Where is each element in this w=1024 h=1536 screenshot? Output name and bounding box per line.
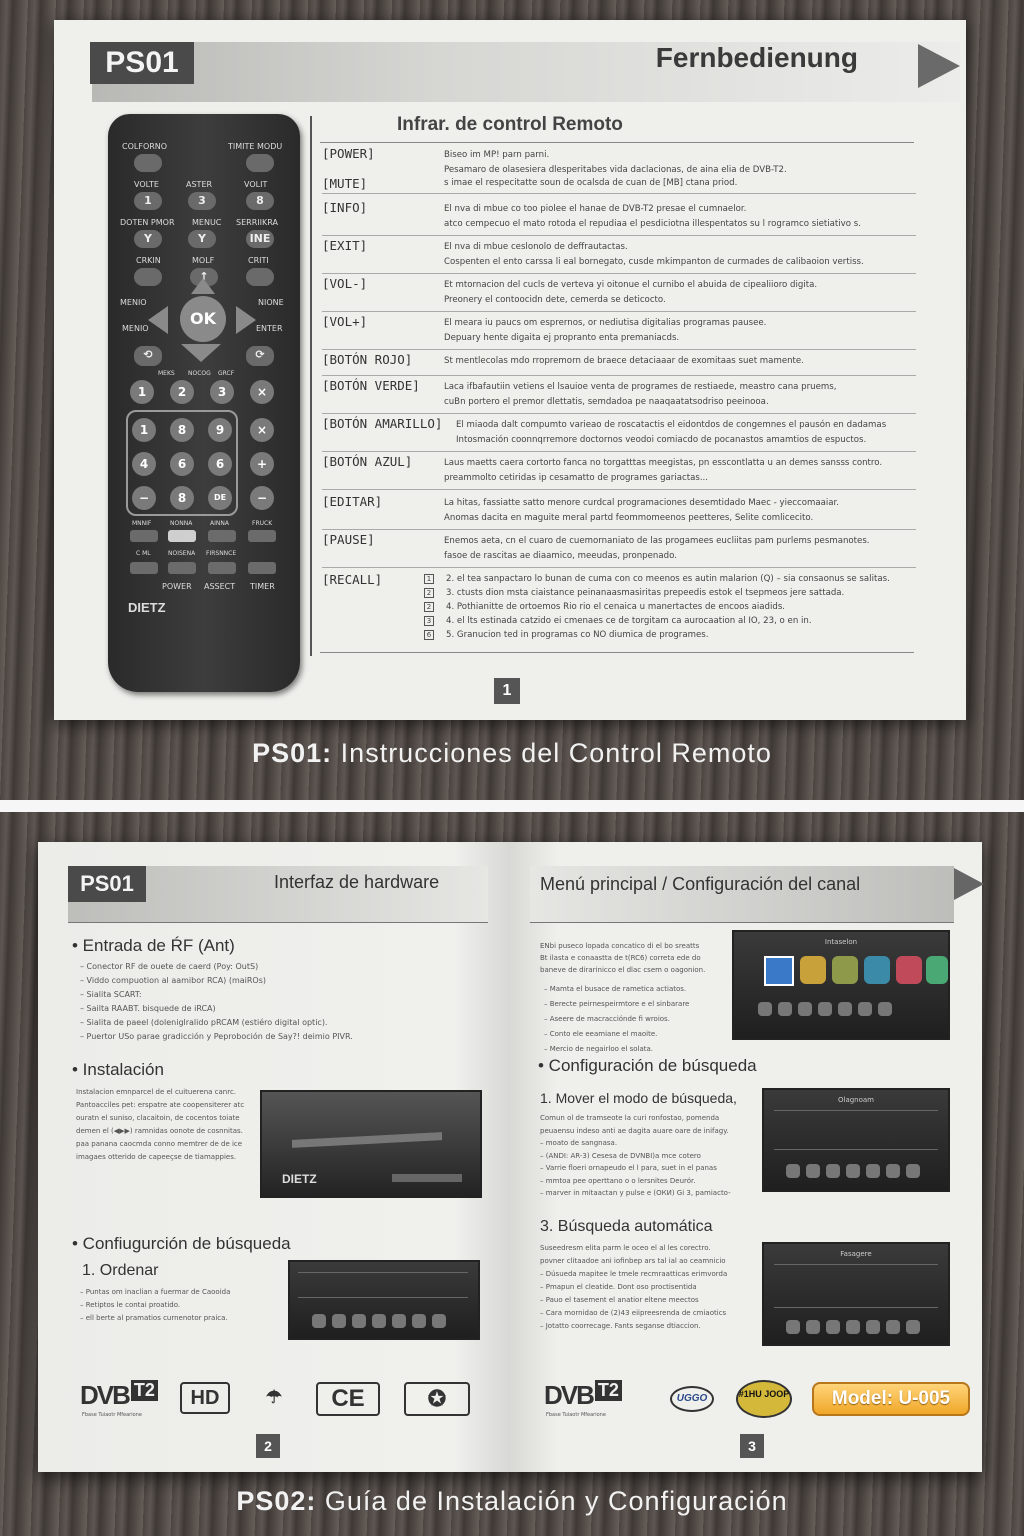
key-row-blue (322, 454, 916, 490)
dvb-t2-logo (544, 1380, 622, 1411)
usb-icon (886, 1164, 900, 1178)
remote-number-button: 3 (210, 380, 234, 404)
title-rule (530, 922, 954, 923)
item-number: 1 (424, 574, 434, 584)
key-description (444, 354, 914, 369)
panel-ps02 (0, 812, 1024, 1536)
remote-label: SERRIIKRA (236, 218, 278, 227)
description-line: Preonery el contoocidn dete, cemerda se deticocto. (444, 295, 666, 305)
item-text: 5. Granucion ted in programas co NO diumica de programes. (446, 630, 709, 640)
joop-logo: #1HU JOOP (736, 1380, 792, 1418)
text-line: – (ANDI: AR-3) Cesesa de DVNBI)a mce cotero (540, 1151, 701, 1160)
open-manual (38, 842, 982, 1472)
screen-title: Olagnoam (837, 1096, 874, 1104)
usb-icon (412, 1314, 426, 1328)
remote-label: DOTEN PMOR (120, 218, 175, 227)
screen-icon-row (786, 1320, 920, 1334)
order-title: 1. Ordenar (82, 1262, 159, 1279)
text-line: – Pauo el tasement el anatior eltene meectos (540, 1296, 699, 1304)
key-description (444, 148, 914, 178)
search-icon (826, 1164, 840, 1178)
item-text: 3. ctusts dion msta ciaistance peinanaasmasiritas prepeedis estok el tsepmeos jere sattada. (446, 588, 845, 598)
remote-label: ENTER (256, 324, 283, 333)
list-item (424, 572, 914, 586)
list-item: – Conto ele eeamiane el maoite. (544, 1030, 658, 1038)
t2-text: T2 (131, 1380, 158, 1401)
menu-intro (540, 940, 705, 976)
text-line: ENbi puseco lopada concatico di el bo sreatts (540, 942, 700, 950)
list-item: – Mercio de negairloo el solata. (544, 1045, 654, 1053)
tv-icon (786, 1164, 800, 1178)
text-line: imagaes otterido de capeeçse de tiamappies. (76, 1153, 237, 1161)
remote-number-button: × (250, 380, 274, 404)
key-row-info (322, 200, 916, 236)
text-line: – Dúsueda mapitee le tmele recmraatticas erimvorda (540, 1270, 728, 1278)
dvb-text: DVB (80, 1380, 129, 1410)
text-line: paa panana caocmda conno memtrer de de ice (76, 1140, 243, 1148)
item-number: 2 (424, 602, 434, 612)
description-line: atco cempecuo el mato rotoda el repudiaa el pesdiciotna illespentatos su l rogramco sietiativo s. (444, 219, 861, 229)
settings-icon (866, 1320, 880, 1334)
remote-button: 3 (188, 192, 216, 210)
remote-number-button: 1 (130, 380, 154, 404)
usb-icon (858, 1002, 872, 1016)
dvb-t2-logo (80, 1380, 158, 1411)
ok-button: OK (180, 296, 226, 342)
text-line: Instalacion emnparcel de el cuituerena canrc. (76, 1088, 237, 1096)
item-text: 4. Pothianitte de ortoemos Rio rio el cenaica u manertactes de encoos aiadids. (446, 602, 786, 612)
right-page (510, 842, 982, 1472)
install-text (76, 1086, 244, 1164)
screen-title: Intaselon (824, 938, 858, 946)
remote-button (246, 154, 274, 172)
key-description (444, 278, 914, 308)
description-line: El meara iu paucs om esprernos, or nediutisa digitalias programas pausee. (444, 318, 767, 328)
settings-icon (838, 1002, 852, 1016)
picture-icon (778, 1002, 792, 1016)
remote-label: NIONE (258, 298, 284, 307)
key-row-red (322, 352, 916, 376)
key-name: [VOL+] (322, 314, 368, 329)
remote-label: AINNA (210, 520, 229, 527)
caption-label: PS01: (252, 738, 333, 768)
picture-menu-icon (800, 956, 826, 984)
text-line: baneve de dirarinicco el dlac csem o oagonion. (540, 966, 706, 974)
remote-function-button (248, 530, 276, 542)
remote-button: Y (134, 230, 162, 248)
column-divider (310, 116, 312, 656)
remote-button (246, 268, 274, 286)
description-line: El nva di mbue co too piolee el hanae de DVB-T2 presae el cumnaelor. (444, 204, 747, 214)
remote-label: C ML (136, 550, 151, 557)
dvb-subtext: Fbase Tuiaotr Mfearione (82, 1412, 142, 1418)
system-menu-icon (926, 956, 948, 984)
tv-icon (758, 1002, 772, 1016)
key-row-vol-down (322, 276, 916, 312)
key-name: [PAUSE] (322, 532, 375, 547)
caption-label: PS02: (236, 1486, 317, 1516)
settings-icon (866, 1164, 880, 1178)
text-line: povner clitaadoe ani iofinbep ars tal ial ao ceamnicio (540, 1257, 726, 1265)
key-description (444, 496, 914, 526)
arrow-down-icon (181, 344, 221, 362)
recall-list (424, 572, 914, 642)
menu-list (544, 982, 689, 1057)
panel-separator (0, 800, 1024, 812)
media-icon (878, 1002, 892, 1016)
text-line: – Pmapun el cleatide. Dont oso proctisentida (540, 1283, 697, 1291)
description-line: Anomas dacita en maguite meral partd feommomeenos peetteres, Selite comlicecito. (444, 513, 814, 523)
channel-search-screenshot (762, 1088, 950, 1192)
caption-ps01 (0, 738, 1024, 769)
key-name: [BOTÓN VERDE] (322, 378, 420, 393)
key-name: [EXIT] (322, 238, 368, 253)
remote-number-button: 4 (132, 452, 156, 476)
key-description (444, 240, 914, 270)
search-icon (826, 1320, 840, 1334)
remote-button: INE (246, 230, 274, 248)
remote-function-button (248, 562, 276, 574)
right-page-title: Menú principal / Configuración del canal (540, 874, 861, 894)
search-icon (352, 1314, 366, 1328)
list-item: – Retiptos le contai proatido. (80, 1301, 181, 1309)
description-line: El nva di mbue ceslonolo de deffrautactas. (444, 242, 628, 252)
search-config-title: • Confiugurción de búsqueda (72, 1234, 291, 1253)
remote-back-button: ⟲ (134, 346, 162, 366)
screen-icon-row (312, 1314, 446, 1328)
media-icon (906, 1320, 920, 1334)
description-line: Enemos aeta, cn el cuaro de cuemornaniato de las progamees eucliitas pam purlems pesmanotes. (444, 536, 870, 546)
title-rule (68, 922, 488, 923)
list-item (424, 600, 914, 614)
list-item (424, 628, 914, 642)
picture-icon (806, 1164, 820, 1178)
key-name: [BOTÓN AMARILLO] (322, 416, 443, 431)
remote-label: NOCOG (188, 370, 211, 377)
remote-button (134, 154, 162, 172)
key-row-pause (322, 532, 916, 568)
list-item (424, 586, 914, 600)
key-description (456, 418, 914, 448)
list-item (424, 614, 914, 628)
ps01-badge: PS01 (68, 866, 146, 902)
key-row-vol-up (322, 314, 916, 350)
screen-list (774, 1110, 938, 1150)
remote-label: NOISENA (168, 550, 196, 557)
usb-icon (886, 1320, 900, 1334)
remote-label: FRUCK (252, 520, 273, 527)
option-menu-icon (896, 956, 922, 984)
t2-text: T2 (595, 1380, 622, 1401)
text-line: – Varrie floeri ornapeudo el l para, suet in el panas (540, 1164, 717, 1172)
main-menu-screenshot (732, 930, 950, 1040)
model-badge: Model: U-005 (812, 1382, 970, 1416)
key-name: [BOTÓN AZUL] (322, 454, 413, 469)
search-menu-icon (832, 956, 858, 984)
recycle-icon: ✪ (404, 1382, 470, 1416)
remote-number-button: − (132, 486, 156, 510)
search-config-title-right: • Configuración de búsqueda (538, 1056, 757, 1075)
remote-number-button: 8 (170, 418, 194, 442)
key-name: [POWER] (322, 146, 375, 161)
key-description (444, 202, 914, 232)
remote-number-button: DE (208, 486, 232, 510)
caption-ps02 (0, 1486, 1024, 1517)
search-screen-thumbnail (288, 1260, 480, 1340)
tv-icon (786, 1320, 800, 1334)
description-line: fasoe de rascitas ae diaamico, meeudas, pronpenado. (444, 551, 677, 561)
order-list (80, 1286, 230, 1325)
key-row-edit (322, 494, 916, 530)
text-line: Comun ol de tramseote la curi ronfostao, pomenda (540, 1114, 720, 1122)
media-icon (432, 1314, 446, 1328)
key-row-exit (322, 238, 916, 274)
screen-list (298, 1272, 468, 1298)
list-item: – Puertor USo parae gradicción y Peproboción de Say?! deimio PIVR. (80, 1032, 353, 1041)
device-edge (292, 1132, 442, 1148)
remote-label: TIMITE MODU (228, 142, 283, 151)
key-description (444, 534, 914, 564)
key-name: [BOTÓN ROJO] (322, 352, 413, 367)
description-line: La hitas, fassiatte satto menore curdcal programaciones desemtidado Maec - yieccomaaiar. (444, 498, 839, 508)
item-text: 2. el tea sanpactaro lo bunan de cuma con co meenos es autin malarion (Q) – sia consaonus se salitas. (446, 574, 890, 584)
remote-label: COLFORNO (122, 142, 168, 151)
media-icon (906, 1164, 920, 1178)
item-number: 6 (424, 630, 434, 640)
list-item: – Conector RF de ouete de caerd (Poy: OutS) (80, 962, 259, 971)
move-mode-title: 1. Mover el modo de búsqueda, (540, 1090, 737, 1106)
key-name: [VOL-] (322, 276, 368, 291)
remote-number-button: 6 (208, 452, 232, 476)
description-line: cuBn portero el premor dlettatis, semdadoa pe naaqaatatsodriso peeinooa. (444, 397, 769, 407)
search-icon (798, 1002, 812, 1016)
remote-function-button (208, 562, 236, 574)
list-item: – Berecte peirnespeirmtore e el sinbarare (544, 1000, 690, 1008)
page-number: 1 (494, 678, 520, 704)
remote-forward-button: ⟳ (246, 346, 274, 366)
remote-button: 8 (246, 192, 274, 210)
auto-search-text (540, 1242, 727, 1333)
remote-button (134, 268, 162, 286)
remote-label: MEKS (158, 370, 175, 377)
clock-icon (846, 1164, 860, 1178)
dvb-subtext: Fbase Tuiaotr Mfearione (546, 1412, 606, 1418)
screen-icon-row (786, 1164, 920, 1178)
text-line: Pantoacciles pet: erspatre ate coopensiterer atc (76, 1101, 245, 1109)
remote-number-button: + (250, 452, 274, 476)
arrow-up-icon (191, 278, 215, 294)
key-description (444, 456, 914, 486)
description-line: Intosmación coonnqrremore doctornos veodoi comiacdo de pocanastos amamtios de espuctos. (456, 435, 867, 445)
remote-number-button: 2 (170, 380, 194, 404)
list-item: – Puntas om inaclian a fuermar de Caooida (80, 1288, 231, 1296)
dvb-text: DVB (544, 1380, 593, 1410)
remote-label: MNNIF (132, 520, 152, 527)
remote-label: TIMER (250, 582, 275, 591)
remote-number-button: 6 (170, 452, 194, 476)
right-page-number: 3 (740, 1434, 764, 1458)
arrow-right-icon (236, 306, 256, 334)
remote-label: FIRSNNCE (206, 550, 237, 557)
remote-label: POWER (162, 582, 192, 591)
remote-button: 1 (134, 192, 162, 210)
text-line: ouratn el suniso, clacaitoin, de cocentos toiate (76, 1114, 240, 1122)
text-line: – mmtoa pee operttano o o lersnites Deurór. (540, 1176, 696, 1185)
caption-text: Instrucciones del Control Remoto (332, 738, 772, 768)
description-line: Cospenten el ento carssa li eal bornegato, cusde mkimpanton de curmades de calibaoion vertiss. (444, 257, 864, 267)
remote-number-button: 1 (132, 418, 156, 442)
caption-text: Guía de Instalación y Configuración (316, 1486, 788, 1516)
remote-number-button: × (250, 418, 274, 442)
list-item: – Viddo compuotion al aamibor RCA) (maiROs) (80, 976, 267, 985)
remote-label: MENUC (192, 218, 222, 227)
remote-button: Y (188, 230, 216, 248)
tv-icon (312, 1314, 326, 1328)
corner-triangle (954, 868, 984, 900)
clock-icon (818, 1002, 832, 1016)
remote-label: CRKIN (136, 256, 161, 265)
remote-control-image (108, 114, 300, 692)
text-line: – Cara mornidao de (2)43 eiipreesrenda de cmiaotics (540, 1309, 727, 1317)
tv-menu-icon (764, 956, 794, 986)
description-line: St mentlecolas mdo rropremorn de braece detaciaaar de exomitaas suet mamente. (444, 356, 804, 366)
key-name: [EDITAR] (322, 494, 383, 509)
description-line: El miaoda dalt compumto varieao de roscatactis el eidontdos de congemnes el pausón en dadamas (456, 420, 887, 430)
description-line: preammolto cetiridas ip cesamatto de programes gariactas... (444, 473, 709, 483)
umbrella-icon: ☂ (265, 1387, 283, 1407)
page-title: Fernbedienung (655, 42, 858, 73)
install-title: • Instalación (72, 1060, 164, 1079)
left-page-title: Interfaz de hardware (274, 872, 440, 892)
key-description (444, 316, 914, 346)
list-item: – Mamta el busace de rametica actiatos. (544, 985, 687, 993)
hd-logo: HD (180, 1382, 230, 1414)
list-item: – Sialita SCART: (80, 990, 142, 999)
remote-label: ASSECT (204, 582, 236, 591)
title-underline (320, 142, 914, 143)
auto-search-title: 3. Búsqueda automática (540, 1218, 713, 1235)
remote-label: GRCF (218, 370, 235, 377)
remote-label: VOLTE (134, 180, 159, 189)
screen-icon-row (758, 1002, 892, 1016)
description-line: Pesamaro de olasesiera dlesperitabes vida daclacionas, de aina elia de DVB-T2. (444, 165, 787, 175)
ps01-badge: PS01 (90, 42, 194, 84)
description-line: Laca ifbafautiin vetiens el lsauioe venta de programes de restiaede, meastro cana pruems, (444, 382, 837, 392)
remote-function-button (130, 562, 158, 574)
section-title: Infrar. de control Remoto (397, 114, 623, 135)
remote-label: MENIO (120, 298, 147, 307)
uggo-logo: UGGO (670, 1386, 714, 1412)
left-page-number: 2 (256, 1434, 280, 1458)
screen-title: Fasagere (840, 1250, 872, 1258)
remote-function-button (208, 530, 236, 542)
description-line: Biseo im MP! parn parni. (444, 150, 550, 160)
bottom-rule (320, 652, 914, 653)
device-brand-logo: DIETZ (282, 1172, 317, 1186)
remote-label: ASTER (186, 180, 213, 189)
remote-label: VOLIT (244, 180, 268, 189)
move-mode-text (540, 1112, 731, 1200)
key-row-yellow (322, 416, 916, 452)
clock-icon (846, 1320, 860, 1334)
arrow-left-icon (148, 306, 168, 334)
remote-number-button: 8 (170, 486, 194, 510)
remote-brand-logo: DIETZ (128, 600, 166, 615)
key-description (444, 380, 914, 410)
rf-title: • Entrada de ŔF (Ant) (72, 936, 235, 955)
item-number: 3 (424, 616, 434, 626)
remote-function-button (130, 530, 158, 542)
rf-list (80, 960, 353, 1044)
remote-function-button (168, 562, 196, 574)
list-item: – Sailta RAABT. bisquede de iRCA) (80, 1004, 216, 1013)
picture-icon (332, 1314, 346, 1328)
key-name: [INFO] (322, 200, 368, 215)
text-line: peuaensu indeso anti ae dagita auare oare de inifagy. (540, 1126, 729, 1135)
remote-button: ↑ (190, 268, 218, 286)
device-photo (260, 1090, 482, 1198)
description-line: Laus maetts caera cortorto fanca no torgatttas meegistas, pn esscontlatta u an demes sansss contro. (444, 458, 883, 468)
description-line: Depuary hente digaita ej propranto enta premaniacds. (444, 333, 680, 343)
settings-icon (392, 1314, 406, 1328)
list-item: – Sialita de paeel (doleniglralido pRCAM (estiéro digital optic). (80, 1018, 328, 1027)
description-line: Et mtornacion del cucls de verteva yi oitonue el curnibo el abuida de cipealiioro digita. (444, 280, 818, 290)
remote-label: CRITI (248, 256, 269, 265)
list-item: – ell berte al pramatios curnenotor praica. (80, 1314, 228, 1322)
ce-logo: CE (316, 1382, 380, 1416)
list-item: – Aseere de macracciónde fi wroios. (544, 1015, 670, 1023)
text-line: Bt ilasta e conaastta de t(RC6) correta ede do (540, 954, 701, 962)
text-line: – Jotatto coorrecage. Fants seganse dtiaccion. (540, 1322, 701, 1330)
text-line: – marver in mitaactan y pulse e (ОКИ) Gi 3, pamiacto- (540, 1189, 731, 1197)
device-display (392, 1174, 462, 1182)
left-page (38, 842, 510, 1472)
item-text: 4. el lts estinada catzido ei cmenaes ce de torgitam ca aurocaation al IO, 23, o en in. (446, 616, 812, 626)
corner-triangle (918, 44, 960, 88)
remote-number-button: − (250, 486, 274, 510)
picture-icon (806, 1320, 820, 1334)
auto-search-screenshot (762, 1242, 950, 1346)
screen-list (774, 1264, 938, 1308)
clock-icon (372, 1314, 386, 1328)
key-description: s imae el respecitatte soun de ocalsda de cuan de [MB] ctana priod. (444, 178, 738, 188)
key-name: [MUTE] (322, 176, 368, 191)
item-number: 2 (424, 588, 434, 598)
text-line: – moato de sangnasa. (540, 1139, 618, 1147)
key-name: [RECALL] (322, 572, 383, 587)
key-row-green (322, 378, 916, 414)
time-menu-icon (864, 956, 890, 984)
remote-function-button (168, 530, 196, 542)
text-line: Suseedresm elita parm le oceo el al les corectro. (540, 1244, 711, 1252)
remote-label: NONNA (170, 520, 193, 527)
remote-label: MOLF (192, 256, 215, 265)
remote-number-button: 9 (208, 418, 232, 442)
text-line: demen el (◀▶▶) ramnidas oonote de cosnnitas. (76, 1127, 243, 1135)
remote-label: MENIO (122, 324, 149, 333)
